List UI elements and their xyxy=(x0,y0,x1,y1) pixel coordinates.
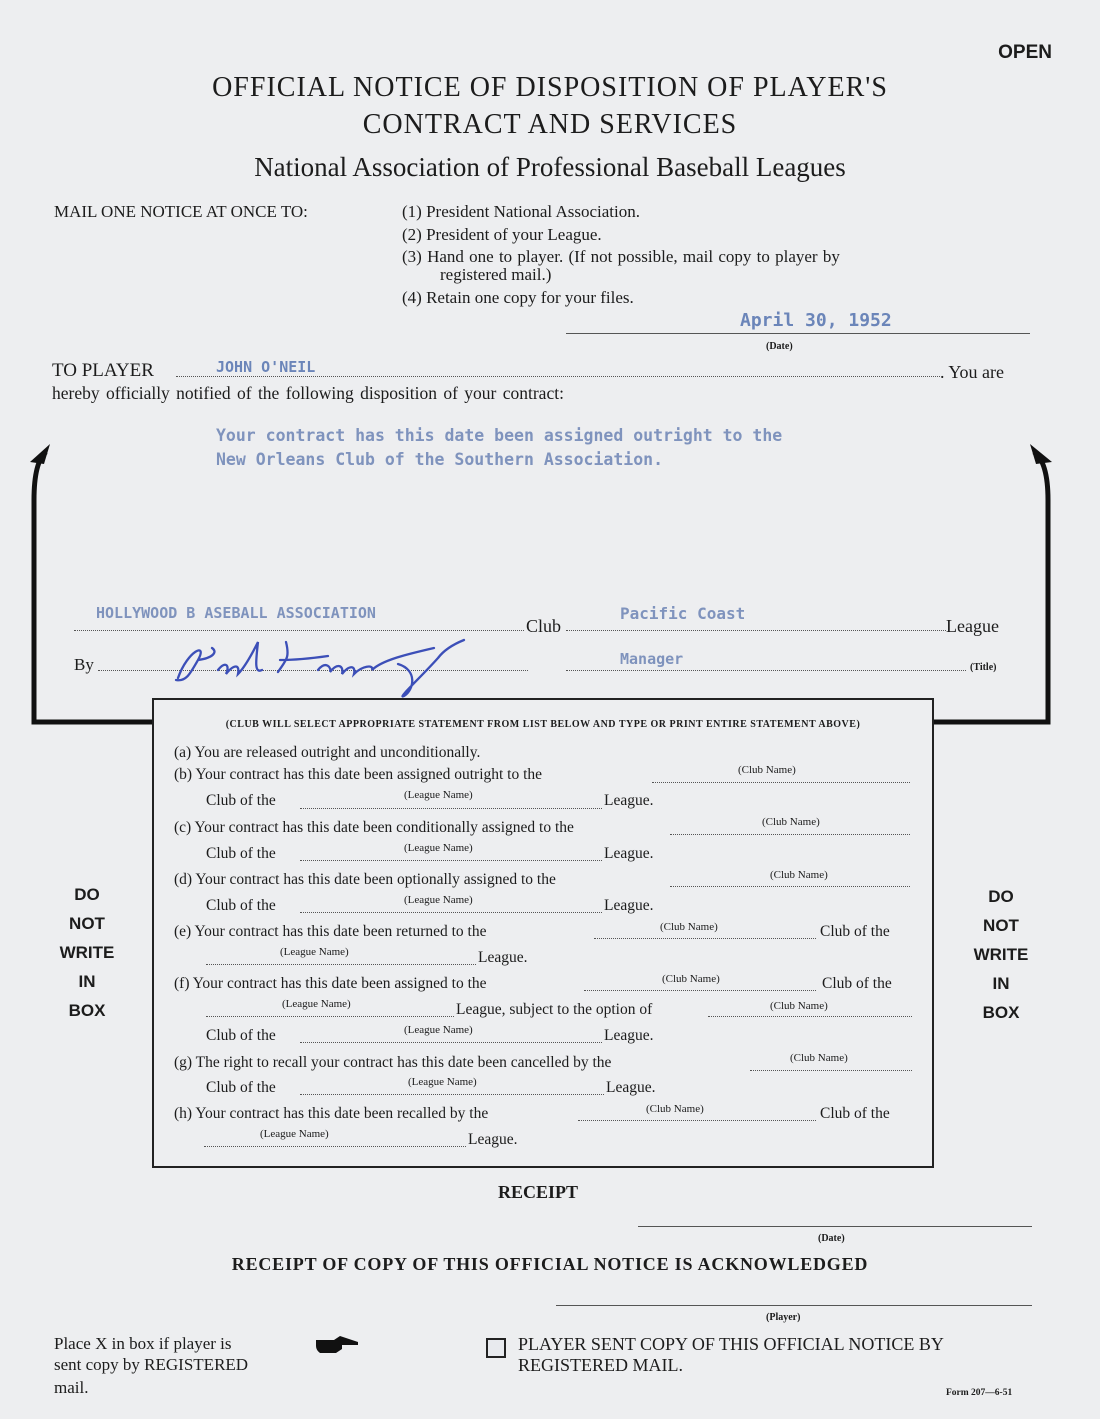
g-league-end: League. xyxy=(606,1079,656,1096)
registered-line-2: REGISTERED MAIL. xyxy=(518,1355,683,1375)
mail-item-3b: registered mail.) xyxy=(440,265,552,284)
title-caption: (Title) xyxy=(970,662,997,673)
e-league-line xyxy=(206,964,476,965)
club-name-value[interactable]: HOLLYWOOD B ASEBALL ASSOCIATION xyxy=(96,604,376,622)
c-league-end: League. xyxy=(604,845,654,862)
c-club-caption: (Club Name) xyxy=(762,816,820,828)
title-line xyxy=(566,670,966,671)
h-league-end: League. xyxy=(468,1131,518,1148)
b-club-line xyxy=(652,782,910,783)
club-label: Club xyxy=(526,616,562,636)
title-line-1: OFFICIAL NOTICE OF DISPOSITION OF PLAYER'S xyxy=(212,72,888,103)
g-club-of-the: Club of the xyxy=(206,1079,276,1096)
title-value[interactable]: Manager xyxy=(620,650,684,668)
g-club-caption: (Club Name) xyxy=(790,1052,848,1064)
f-league-line xyxy=(206,1016,454,1017)
g-league-line xyxy=(300,1094,604,1095)
left-arrowhead xyxy=(30,444,50,464)
option-e: (e) Your contract has this date been returned to the xyxy=(174,923,487,940)
e-club-of-the: Club of the xyxy=(820,923,890,940)
b-club-caption: (Club Name) xyxy=(738,764,796,776)
date-caption: (Date) xyxy=(766,341,793,352)
g-club-line xyxy=(750,1070,912,1071)
you-are-text: . You are xyxy=(940,362,1005,382)
b-club-of-the: Club of the xyxy=(206,792,276,809)
d-league-caption: (League Name) xyxy=(404,894,473,906)
date-value[interactable]: April 30, 1952 xyxy=(740,310,892,331)
statement-line-2[interactable]: New Orleans Club of the Southern Association. xyxy=(216,450,664,469)
mail-item-2: (2) President of your League. xyxy=(402,225,602,244)
left-do-not-write: DO NOT WRITE IN BOX xyxy=(59,885,115,1020)
f-league-subject: League, subject to the option of xyxy=(456,1001,653,1018)
mail-item-4: (4) Retain one copy for your files. xyxy=(402,288,634,307)
d-club-caption: (Club Name) xyxy=(770,869,828,881)
option-c: (c) Your contract has this date been conditionally assigned to the xyxy=(174,819,574,836)
d-league-end: League. xyxy=(604,897,654,914)
place-x-line-1: Place X in box if player is xyxy=(54,1334,232,1353)
c-league-line xyxy=(300,860,602,861)
c-league-caption: (League Name) xyxy=(404,842,473,854)
manager-signature xyxy=(168,630,478,700)
f-option-caption: (Club Name) xyxy=(770,1000,828,1012)
f-league-line-2 xyxy=(300,1042,602,1043)
option-f: (f) Your contract has this date been assigned to the xyxy=(174,975,487,992)
receipt-date-caption: (Date) xyxy=(818,1233,845,1244)
player-signature-line[interactable] xyxy=(556,1305,1032,1306)
f-option-line xyxy=(708,1016,912,1017)
open-label: OPEN xyxy=(998,42,1052,63)
d-club-of-the: Club of the xyxy=(206,897,276,914)
c-club-line xyxy=(670,834,910,835)
b-league-end: League. xyxy=(604,792,654,809)
option-g: (g) The right to recall your contract has this date been cancelled by the xyxy=(174,1054,612,1071)
f-club-line xyxy=(584,990,816,991)
option-a: (a) You are released outright and unconditionally. xyxy=(174,744,481,761)
league-line xyxy=(566,630,946,631)
league-value[interactable]: Pacific Coast xyxy=(620,604,746,623)
d-club-line xyxy=(670,886,910,887)
receipt-date-line[interactable] xyxy=(638,1226,1032,1227)
option-d: (d) Your contract has this date been optionally assigned to the xyxy=(174,871,556,888)
by-label: By xyxy=(74,655,94,674)
mail-item-1: (1) President National Association. xyxy=(402,202,640,221)
e-club-caption: (Club Name) xyxy=(660,921,718,933)
title-line-2: CONTRACT AND SERVICES xyxy=(362,109,738,140)
place-x-line-2: sent copy by REGISTERED xyxy=(54,1355,249,1374)
registered-line-1: PLAYER SENT COPY OF THIS OFFICIAL NOTICE BY xyxy=(518,1334,944,1354)
right-do-not-write: DO NOT WRITE IN BOX xyxy=(973,887,1029,1022)
player-caption: (Player) xyxy=(766,1312,801,1323)
f-club-caption: (Club Name) xyxy=(662,973,720,985)
place-x-line-3: mail. xyxy=(54,1378,89,1397)
right-arrowhead xyxy=(1030,444,1052,464)
to-player-label: TO PLAYER xyxy=(52,360,154,381)
h-club-of-the: Club of the xyxy=(820,1105,890,1122)
h-club-caption: (Club Name) xyxy=(646,1103,704,1115)
h-club-line xyxy=(578,1120,816,1121)
f-league-caption-2: (League Name) xyxy=(404,1024,473,1036)
d-league-line xyxy=(300,912,602,913)
e-league-end: League. xyxy=(478,949,528,966)
player-name[interactable]: JOHN O'NEIL xyxy=(216,358,316,376)
f-league-end: League. xyxy=(604,1027,654,1044)
statement-line-1[interactable]: Your contract has this date been assigned outright to the xyxy=(216,426,783,445)
pointing-hand-icon xyxy=(314,1334,360,1356)
e-league-caption: (League Name) xyxy=(280,946,349,958)
b-league-caption: (League Name) xyxy=(404,789,473,801)
acknowledged-heading: RECEIPT OF COPY OF THIS OFFICIAL NOTICE IS ACKNOWLEDGED xyxy=(231,1254,869,1274)
f-league-caption: (League Name) xyxy=(282,998,351,1010)
h-league-line xyxy=(204,1146,466,1147)
form-number: Form 207—6-51 xyxy=(946,1388,1013,1398)
f-club-of-the-2: Club of the xyxy=(206,1027,276,1044)
box-header: (CLUB WILL SELECT APPROPRIATE STATEMENT FROM LIST BELOW AND TYPE OR PRINT ENTIRE STATEMENT ABOVE) xyxy=(225,719,861,730)
mail-label: MAIL ONE NOTICE AT ONCE TO: xyxy=(54,202,308,221)
e-club-line xyxy=(594,938,816,939)
c-club-of-the: Club of the xyxy=(206,845,276,862)
receipt-heading: RECEIPT xyxy=(498,1182,579,1202)
h-league-caption: (League Name) xyxy=(260,1128,329,1140)
league-label: League xyxy=(946,616,999,636)
f-club-of-the: Club of the xyxy=(822,975,892,992)
mail-item-3: (3) Hand one to player. (If not possible, mail copy to player by xyxy=(402,247,840,266)
option-b: (b) Your contract has this date been assigned outright to the xyxy=(174,766,543,783)
g-league-caption: (League Name) xyxy=(408,1076,477,1088)
association-subtitle: National Association of Professional Baseball Leagues xyxy=(254,152,846,182)
option-h: (h) Your contract has this date been recalled by the xyxy=(174,1105,489,1122)
registered-mail-checkbox[interactable] xyxy=(486,1338,506,1358)
b-league-line xyxy=(300,808,602,809)
hereby-text: hereby officially notified of the following disposition of your contract: xyxy=(52,383,564,403)
